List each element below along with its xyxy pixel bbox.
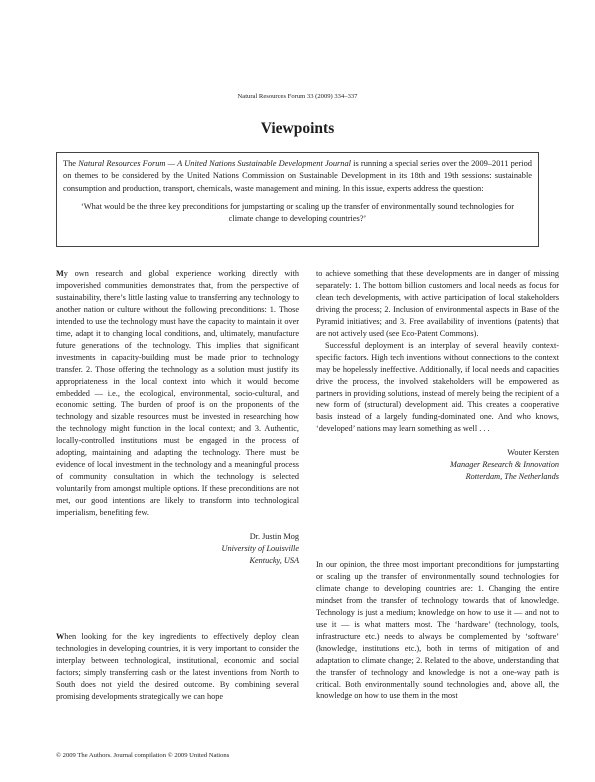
running-head: Natural Resources Forum 33 (2009) 334–337 bbox=[237, 93, 358, 100]
right-column-lower bbox=[316, 559, 559, 702]
viewpoint-2-affiliation-2: Rotterdam, The Netherlands bbox=[465, 472, 559, 482]
viewpoint-2-dropcap: W bbox=[56, 632, 65, 641]
viewpoint-2-text-start bbox=[56, 631, 299, 703]
viewpoint-2-body-start: hen looking for the key ingredients to effectively deploy clean technologies in developing countries, it is very important to consider the interplay between technological, institutional, economic and social factors; simply transferring cash or the latest inventions from North to South does not yield the desired outcome. By combining several promising developments strategically we can hope bbox=[56, 632, 299, 701]
left-column-lower bbox=[56, 631, 299, 703]
footer-copyright: © 2009 The Authors. Journal compilation © 2009 United Nations bbox=[56, 752, 230, 759]
journal-name: Natural Resources Forum — A United Nations Sustainable Development Journal bbox=[78, 159, 352, 168]
intro-question: ‘What would be the three key preconditions for jumpstarting or scaling up the transfer of environmentally sound technologies for climate change to developing countries?’ bbox=[80, 201, 515, 224]
viewpoint-1-text bbox=[56, 268, 299, 519]
viewpoint-1-affiliation-2: Kentucky, USA bbox=[249, 555, 299, 565]
viewpoint-1-affiliation-1: University of Louisville bbox=[221, 543, 299, 553]
intro-post: is running a special series over the 2009–2011 period on themes to be considered by the United Nations Commission on Sustainable Development in its 18th and 19th sessions: sustainable consumption and production, transport, chemicals, waste management and mining. In this issue, experts address the question: bbox=[63, 159, 532, 193]
viewpoint-2-signature bbox=[316, 447, 559, 483]
intro-text bbox=[63, 158, 532, 195]
viewpoint-2-text-cont: to achieve something that these developments are in danger of missing separately: 1. The bottom billion customers and local needs as focus for clean tech developments, with active participation of local stakeholders driving the process; 2. Inclusion of environmental aspects in Base of the Pyramid initiatives; and 3. Free availability of inventions (patents) that are not actively used (see Eco-Patent Commons). bbox=[316, 269, 559, 338]
viewpoint-2-affiliation-1: Manager Research & Innovation bbox=[450, 460, 559, 470]
viewpoint-2-para-2: Successful deployment is an interplay of several heavily context-specific factors. High tech inventions without connections to the context may be hopelessly ineffective. Additionally, if local needs and capacities drive the process, the involved stakeholders will be empowered as partners in providing solutions, instead of merely being the recipient of a new form of (structural) development aid. This creates a cooperative basis instead of a largely funding-dominated one. And who knows, ‘developed’ nations may learn something as well . . . bbox=[316, 340, 559, 434]
viewpoint-1-body: y own research and global experience working directly with impoverished communities demonstrates that, from the perspective of sustainability, there’s little lasting value to transferring any technology to another nation or culture without the following preconditions: 1. Those intended to use the technology must have the capacity to maintain it over time, adapt it to changing local conditions, and, ultimately, manufacture future generations of the technology. This implies that significant investments in capacity-building must be made prior to technology transfer. 2. Those offering the technology as a solution must justify its appropriateness in the local context into which it would become embedded — i.e., the ecological, environmental, socio-cultural, and economic setting. The burden of proof is on the proponents of the technology and sizable resources must be invested in researching how the technology might function in the local context; and 3. Authentic, locally-controlled institutions must be engaged in the process of adopting, maintaining and adapting the technology. There must be evidence of local investment in the technology and a meaningful process of community consultation in which the technology is selected voluntarily from amongst multiple options. If these preconditions are not met, our good intentions are likely to transform into technological imperialism, benefiting few. bbox=[56, 269, 299, 518]
left-column bbox=[56, 268, 299, 567]
viewpoint-1-author: Dr. Justin Mog bbox=[249, 532, 299, 542]
viewpoint-1-dropcap: M bbox=[56, 269, 64, 278]
viewpoint-2-author: Wouter Kersten bbox=[507, 448, 559, 458]
page-title: Viewpoints bbox=[260, 120, 335, 137]
right-column bbox=[316, 268, 559, 483]
viewpoint-1-signature bbox=[56, 531, 299, 567]
intro-pre: The bbox=[63, 159, 79, 168]
intro-box bbox=[56, 152, 539, 247]
viewpoint-3-text: In our opinion, the three most important preconditions for jumpstarting or scaling up the transfer of environmentally sound technologies for climate change to developing countries are: 1. Changing the entire mindset from the transfer of technology towards that of knowledge. Technology is just a medium; knowledge on how to use it — and not to use it — is what matters most. The ‘hardware’ (technology, tools, infrastructure etc.) needs to always be complemented by ‘software’ (knowledge, institutions etc.), both in terms of mitigation of and adaptation to climate change; 2. Related to the above, understanding that the transfer of technology and knowledge is not a one-way path is critical. Both environmentally sound technologies and, above all, the knowledge on how to use them in the most bbox=[316, 560, 559, 701]
